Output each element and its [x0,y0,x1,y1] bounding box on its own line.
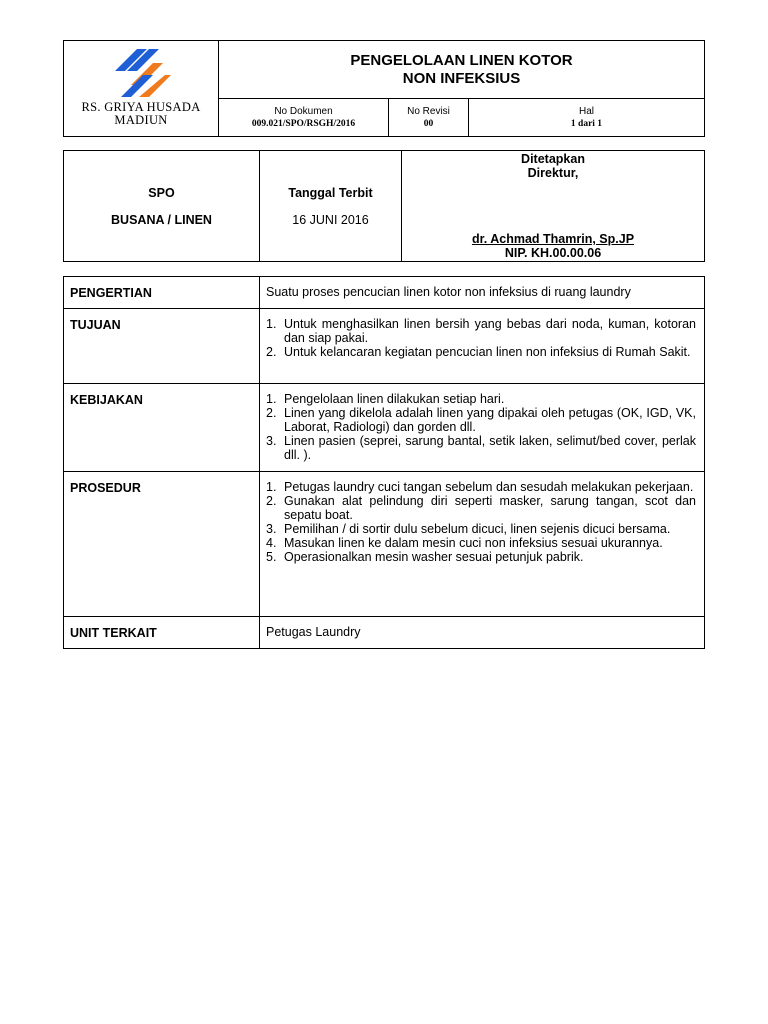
pengertian-label: PENGERTIAN [64,277,260,309]
list-item: 3. Pemilihan / di sortir dulu sebelum dicuci, linen sejenis dicuci bersama. [266,522,671,536]
kebijakan-label: KEBIJAKAN [64,384,260,472]
list-item: 4. Masukan linen ke dalam mesin cuci non infeksius sesuai ukurannya. [266,536,663,550]
list-item: 2. Gunakan alat pelindung diri seperti masker, sarung tangan, scot dan sepatu boat. [266,494,696,522]
organization-name [64,101,218,127]
kebijakan-body [260,384,705,472]
doc-number-value: 009.021/SPO/RSGH/2016 [251,118,356,129]
document-header [63,40,705,137]
prosedur-body [260,472,705,617]
hospital-logo-icon [111,47,171,97]
unit-terkait-text: Petugas Laundry [266,625,361,639]
tujuan-list [266,317,696,359]
pengertian-body [260,277,705,309]
list-item: 1. Pengelolaan linen dilakukan setiap hari. [266,392,505,406]
row-pengertian [64,277,705,309]
issue-date-cell [260,151,402,262]
approval-cell [402,151,705,262]
approver-name: dr. Achmad Thamrin, Sp.JP [471,232,635,246]
list-item: 5. Operasionalkan mesin washer sesuai petunjuk pabrik. [266,550,584,564]
issue-date-value: 16 JUNI 2016 [292,212,369,227]
row-tujuan [64,309,705,384]
list-item: 1. Untuk menghasilkan linen bersih yang bebas dari noda, kuman, kotoran dan siap pakai. [266,317,696,345]
spo-block [63,150,705,262]
doc-number-cell [219,99,389,137]
page-label: Hal [578,105,594,117]
spo-category: BUSANA / LINEN [111,212,212,227]
tujuan-body [260,309,705,384]
title-line2: NON INFEKSIUS [402,69,521,87]
approver-nip: NIP. KH.00.00.06 [504,246,602,260]
list-item: 3. Linen pasien (seprei, sarung bantal, setik laken, selimut/bed cover, perlak dll. ). [266,434,696,462]
row-unit-terkait [64,617,705,649]
organization-line1: RS. GRIYA HUSADA [81,100,201,114]
list-item: 2. Untuk kelancaran kegiatan pencucian linen non infeksius di Rumah Sakit. [266,345,691,359]
list-item: 1. Petugas laundry cuci tangan sebelum dan sesudah melakukan pekerjaan. [266,480,694,494]
unit-terkait-body [260,617,705,649]
spo-type: SPO [148,185,175,200]
prosedur-label: PROSEDUR [64,472,260,617]
kebijakan-list [266,392,696,462]
approved-label: Ditetapkan [521,152,585,166]
prosedur-list [266,480,696,564]
row-kebijakan [64,384,705,472]
content-table [63,276,705,649]
revision-label: No Revisi [407,105,450,117]
approver-title: Direktur, [527,166,579,180]
logo-cell [64,41,219,137]
document-title [219,41,705,99]
row-prosedur [64,472,705,617]
title-line1: PENGELOLAAN LINEN KOTOR [350,51,573,69]
revision-value: 00 [423,118,434,129]
spo-type-cell [64,151,260,262]
doc-number-label: No Dokumen [274,105,333,117]
revision-cell [389,99,469,137]
unit-terkait-label: UNIT TERKAIT [64,617,260,649]
page-value: 1 dari 1 [570,118,603,129]
pengertian-text: Suatu proses pencucian linen kotor non infeksius di ruang laundry [266,285,631,299]
page-cell [469,99,705,137]
organization-line2: MADIUN [114,113,168,127]
list-item: 2. Linen yang dikelola adalah linen yang dipakai oleh petugas (OK, IGD, VK, Laborat, Radiologi) dan gorden dll. [266,406,696,434]
tujuan-label: TUJUAN [64,309,260,384]
issue-date-label: Tanggal Terbit [288,185,373,200]
